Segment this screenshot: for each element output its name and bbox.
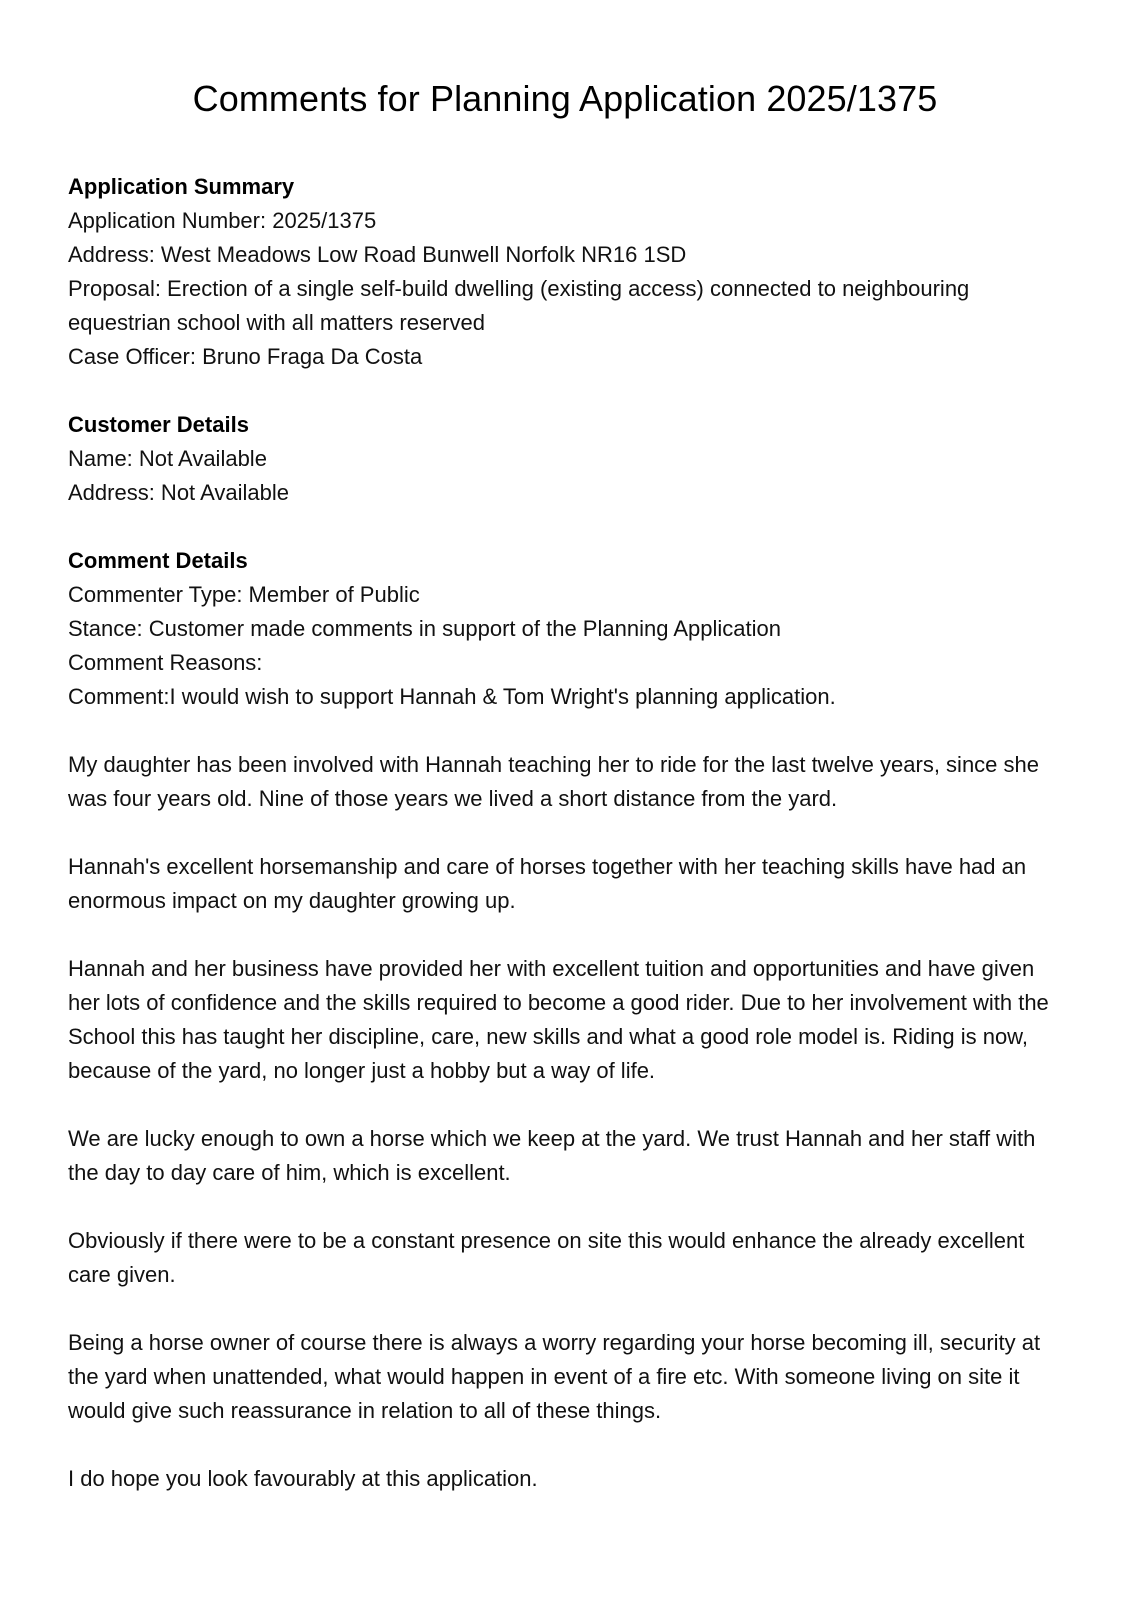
application-address: Address: West Meadows Low Road Bunwell Norfolk NR16 1SD (68, 242, 687, 267)
application-number: Application Number: 2025/1375 (68, 208, 377, 233)
comment-stance: Stance: Customer made comments in support of the Planning Application (68, 616, 781, 641)
customer-name: Name: Not Available (68, 446, 267, 471)
case-officer: Case Officer: Bruno Fraga Da Costa (68, 344, 423, 369)
customer-details-heading: Customer Details (68, 412, 249, 437)
comment-reasons: Comment Reasons: (68, 650, 263, 675)
comment-details-heading: Comment Details (68, 548, 248, 573)
commenter-type: Commenter Type: Member of Public (68, 582, 420, 607)
comment-paragraph: My daughter has been involved with Hannah teaching her to ride for the last twelve years, since she was four years old. Nine of those years we lived a short distance from the yard. (68, 752, 1039, 811)
comment-paragraph: I do hope you look favourably at this application. (68, 1466, 538, 1491)
customer-address: Address: Not Available (68, 480, 289, 505)
page-title: Comments for Planning Application 2025/1375 (192, 78, 938, 119)
comment-paragraph: Being a horse owner of course there is always a worry regarding your horse becoming ill, security at the yard when unattended, what would happen in event of a fire etc. With someone living on site it would give such reassurance in relation to all of these things. (68, 1330, 1041, 1423)
application-summary-section (68, 170, 1062, 374)
application-proposal: Proposal: Erection of a single self-build dwelling (existing access) connected to neighbouring equestrian school with all matters reserved (68, 276, 970, 335)
comment-body (68, 748, 1062, 1496)
customer-details-section (68, 408, 1062, 510)
application-summary-heading: Application Summary (68, 174, 295, 199)
comment-paragraph: Obviously if there were to be a constant presence on site this would enhance the already excellent care given. (68, 1228, 1025, 1287)
comment-paragraph: We are lucky enough to own a horse which we keep at the yard. We trust Hannah and her staff with the day to day care of him, which is excellent. (68, 1126, 1036, 1185)
comment-paragraph: Hannah and her business have provided her with excellent tuition and opportunities and have given her lots of confidence and the skills required to become a good rider. Due to her involvement with the School this has taught her discipline, care, new skills and what a good role model is. Riding is now, because of the yard, no longer just a hobby but a way of life. (68, 956, 1049, 1083)
comment-intro: Comment:I would wish to support Hannah & Tom Wright's planning application. (68, 684, 836, 709)
comment-paragraph: Hannah's excellent horsemanship and care of horses together with her teaching skills have had an enormous impact on my daughter growing up. (68, 854, 1027, 913)
comment-details-section (68, 544, 1062, 714)
